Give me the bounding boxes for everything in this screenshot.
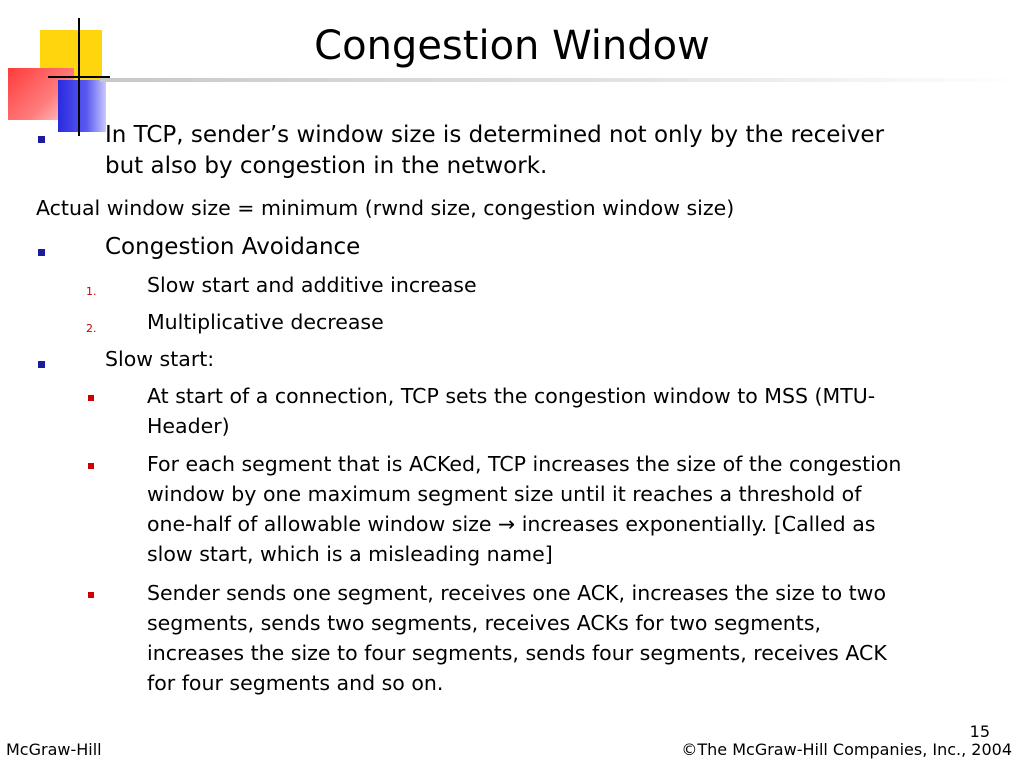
sub-bullet3-line4: for four segments and so on. [147,671,444,695]
sub-bullet3-line3: increases the size to four segments, sends four segments, receives ACK [147,641,887,665]
sub-bullet1-line2: Header) [147,414,230,438]
sub-bullet2-line1: For each segment that is ACKed, TCP increases the size of the congestion [147,452,902,476]
footer-publisher: McGraw-Hill [6,740,102,759]
numbered-item-1: Slow start and additive increase [147,273,477,297]
page-number: 15 [969,722,990,741]
slide-title: Congestion Window [314,23,710,69]
sub-bullet1-line1: At start of a connection, TCP sets the congestion window to MSS (MTU- [147,384,876,408]
actual-window-size-line: Actual window size = minimum (rwnd size, congestion window size) [36,196,735,220]
decor-blue-square [58,80,106,132]
sub-bullet2-line2: window by one maximum segment size until it reaches a threshold of [147,482,862,506]
number-label: 2. [86,322,97,335]
number-label: 1. [86,285,97,298]
bullet1-line2: but also by congestion in the network. [105,153,548,179]
bullet1-line1: In TCP, sender’s window size is determined not only by the receiver [105,122,885,148]
bullet2-text: Congestion Avoidance [105,234,361,260]
bullet-icon [38,249,45,256]
sub-bullet-icon [88,395,94,401]
sub-bullet3-line1: Sender sends one segment, receives one ACK, increases the size to two [147,581,886,605]
sub-bullet-icon [88,592,94,598]
footer-copyright: ©The McGraw-Hill Companies, Inc., 2004 [681,740,1012,759]
sub-bullet2-line3: one-half of allowable window size → increases exponentially. [Called as [147,512,876,536]
sub-bullet3-line2: segments, sends two segments, receives ACKs for two segments, [147,611,822,635]
bullet-icon [38,361,45,368]
sub-bullet-icon [88,463,94,469]
bullet-icon [38,136,45,143]
title-underline [100,78,1024,82]
numbered-item-2: Multiplicative decrease [147,310,384,334]
sub-bullet2-line4: slow start, which is a misleading name] [147,542,553,566]
bullet3-text: Slow start: [105,347,215,371]
